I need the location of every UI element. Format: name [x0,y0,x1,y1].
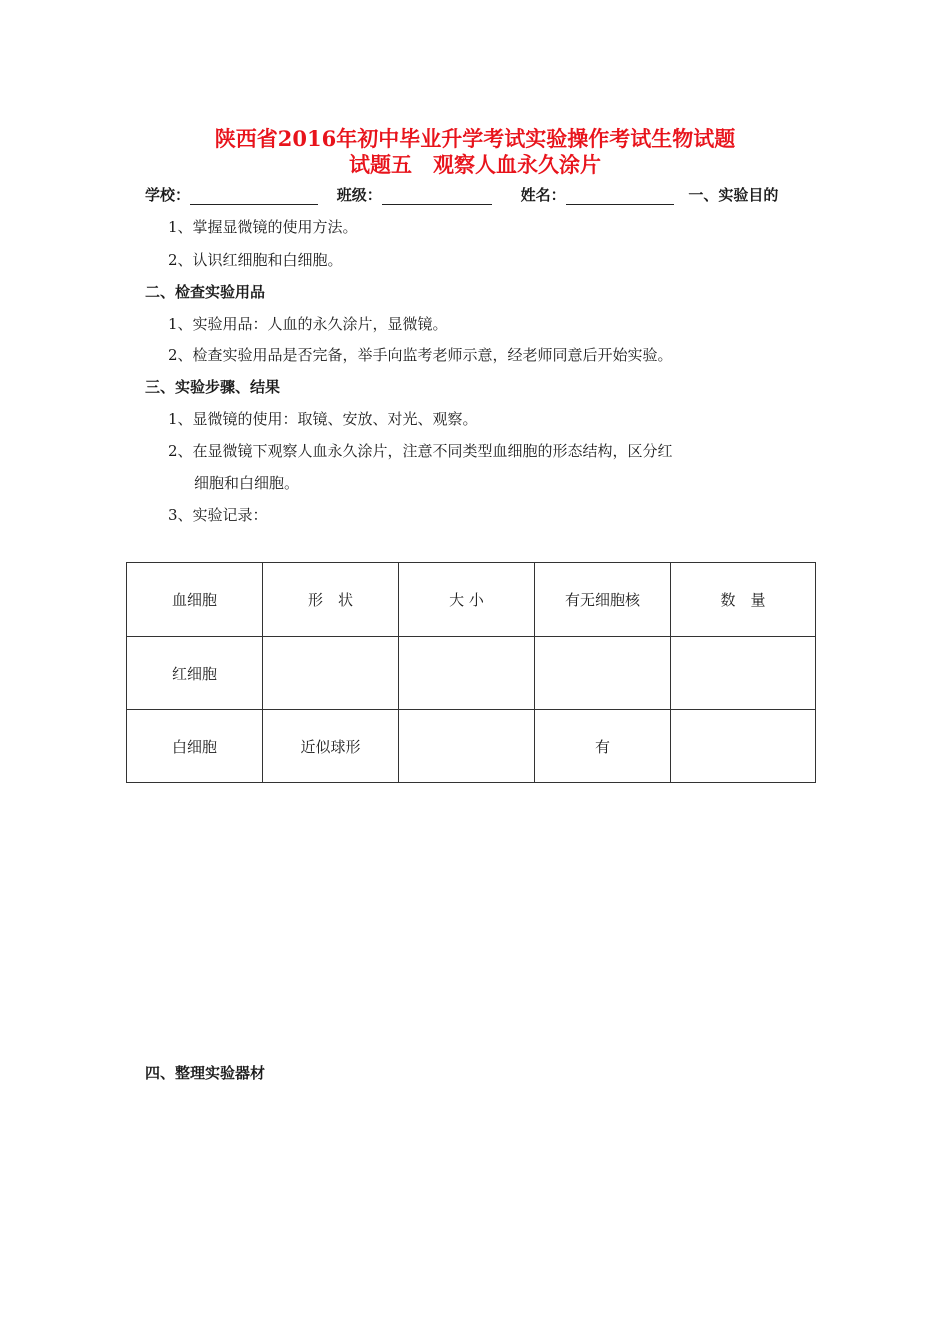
table-header-cell: 有无细胞核 [535,563,671,637]
document-subtitle: 试题五 观察人血永久涂片 [349,152,601,177]
section2-item: 2、检查实验用品是否完备，举手向监考老师示意，经老师同意后开始实验。 [168,346,673,364]
table-cell: 红细胞 [127,637,263,710]
table-header-cell: 数 量 [671,563,816,637]
document-title: 陕西省2016年初中毕业升学考试实验操作考试生物试题 [214,126,736,151]
name-blank[interactable] [566,190,674,205]
table-cell[interactable] [263,637,399,710]
section2-item: 1、实验用品：人血的永久涂片，显微镜。 [168,315,448,333]
school-label: 学校： [145,186,191,204]
section3-item: 2、在显微镜下观察人血永久涂片，注意不同类型血细胞的形态结构，区分红 [168,442,673,460]
table-header-row [127,563,816,637]
experiment-record-table [126,562,816,783]
table-row [127,710,816,783]
section3-item: 3、实验记录： [168,506,268,524]
table-cell[interactable] [671,710,816,783]
section4-heading: 四、整理实验器材 [145,1064,266,1082]
name-label: 姓名： [520,186,566,204]
table-header-cell: 血细胞 [127,563,263,637]
table-cell: 有 [535,710,671,783]
section1-heading: 一、实验目的 [688,186,779,204]
section3-item-continuation: 细胞和白细胞。 [194,474,300,492]
table-header-cell: 形 状 [263,563,399,637]
table-cell: 近似球形 [263,710,399,783]
table-cell[interactable] [399,637,535,710]
student-info-row [145,184,778,205]
table-cell: 白细胞 [127,710,263,783]
section3-item: 1、显微镜的使用：取镜、安放、对光、观察。 [168,410,478,428]
table-cell[interactable] [671,637,816,710]
section1-item: 2、认识红细胞和白细胞。 [168,251,343,269]
class-label: 班级： [336,186,382,204]
class-blank[interactable] [382,190,492,205]
table-cell[interactable] [535,637,671,710]
table-header-cell: 大 小 [399,563,535,637]
table-cell[interactable] [399,710,535,783]
school-blank[interactable] [190,190,318,205]
section1-item: 1、掌握显微镜的使用方法。 [168,218,358,236]
section3-heading: 三、实验步骤、结果 [145,378,281,396]
table-row [127,637,816,710]
section2-heading: 二、检查实验用品 [145,283,266,301]
